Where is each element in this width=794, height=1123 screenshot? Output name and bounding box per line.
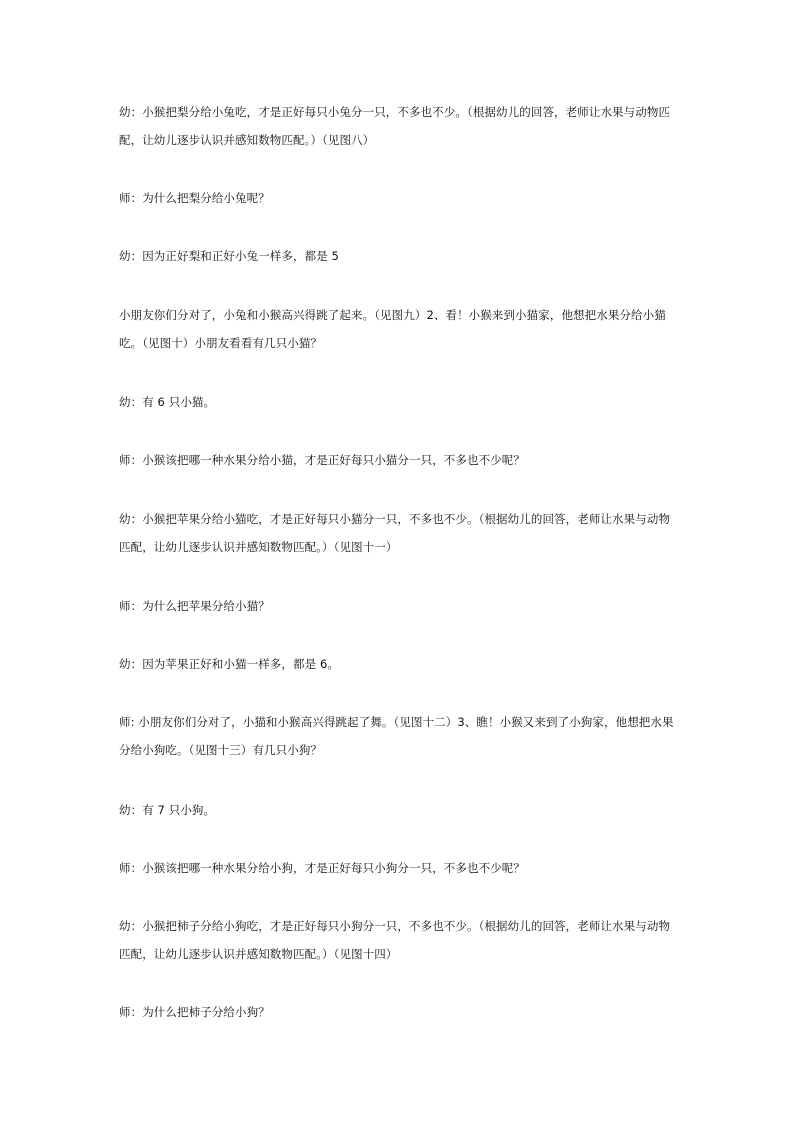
paragraph-14: 师：为什么把柿子分给小狗？ [119, 1005, 270, 1019]
paragraph-1: 幼：小猴把梨分给小兔吃，才是正好每只小兔分一只，不多也不少。（根据幼儿的回答，老师让水果与动物匹配，让幼儿逐步认识并感知数物匹配。）（见图八） [119, 105, 671, 147]
paragraph-3: 幼：因为正好梨和正好小兔一样多，都是 5 [119, 249, 339, 263]
paragraph-8: 师：为什么把苹果分给小猫？ [119, 599, 270, 613]
paragraph-12: 师：小猴该把哪一种水果分给小狗，才是正好每只小狗分一只，不多也不少呢？ [119, 861, 525, 875]
paragraph-13: 幼：小猴把柿子分给小狗吃，才是正好每只小狗分一只，不多也不少。（根据幼儿的回答，老师让水果与动物匹配，让幼儿逐步认识并感知数物匹配。）（见图十四） [119, 919, 671, 961]
paragraph-7: 幼：小猴把苹果分给小猫吃，才是正好每只小猫分一只，不多也不少。（根据幼儿的回答，老师让水果与动物匹配，让幼儿逐步认识并感知数物匹配。）（见图十一） [119, 512, 671, 554]
paragraph-5: 幼：有 6 只小猫。 [119, 395, 216, 409]
paragraph-2: 师：为什么把梨分给小兔呢？ [119, 191, 270, 205]
paragraph-4: 小朋友你们分对了，小兔和小猴高兴得跳了起来。（见图九）2、看！小猴来到小猫家，他想把水果分给小猫吃。（见图十）小朋友看看有几只小猫？ [119, 308, 666, 350]
paragraph-6: 师：小猴该把哪一种水果分给小猫，才是正好每只小猫分一只，不多也不少呢？ [119, 453, 525, 467]
paragraph-11: 幼：有 7 只小狗。 [119, 803, 216, 817]
paragraph-9: 幼：因为苹果正好和小猫一样多，都是 6。 [119, 657, 339, 671]
paragraph-10: 师: 小朋友你们分对了，小猫和小猴高兴得跳起了舞。（见图十二）3、瞧！小猴又来到了小狗家，他想把水果分给小狗吃。（见图十三）有几只小狗？ [119, 715, 674, 757]
